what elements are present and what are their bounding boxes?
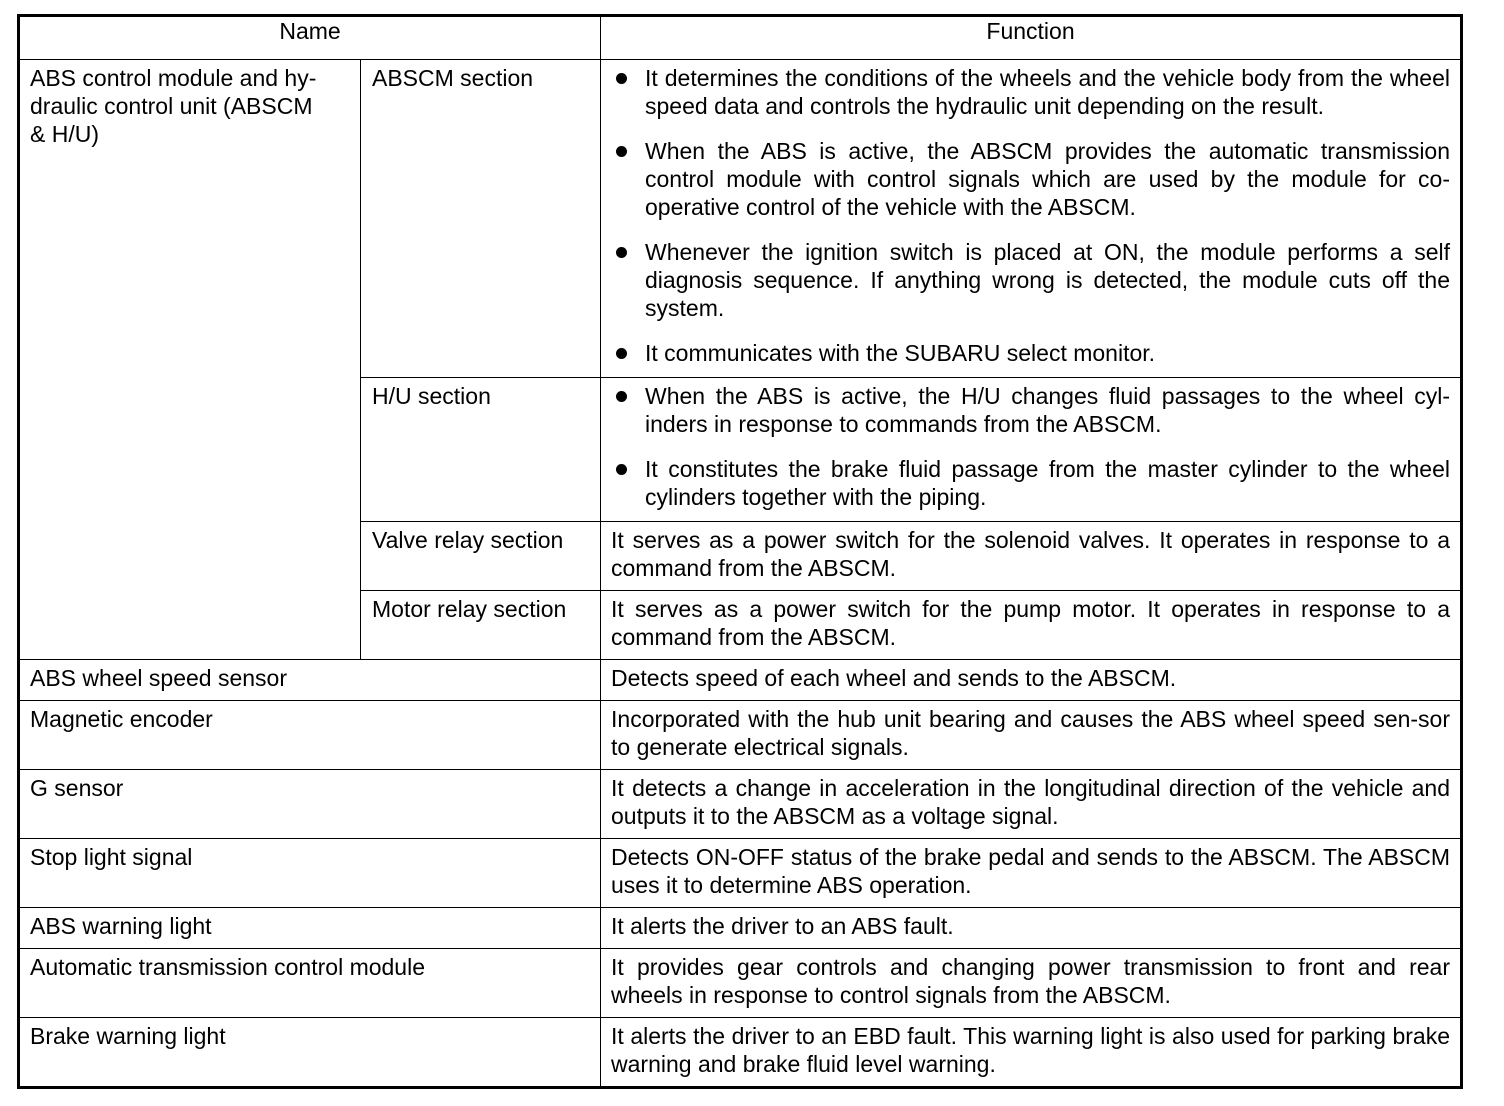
name-cell: Automatic transmission control module bbox=[19, 949, 601, 1018]
bullet-list bbox=[601, 378, 1460, 521]
function-column-header: Function bbox=[601, 16, 1462, 60]
header-row bbox=[19, 16, 1462, 60]
function-cell bbox=[601, 378, 1462, 522]
table-row bbox=[19, 908, 1462, 949]
name-cell: Brake warning light bbox=[19, 1018, 601, 1088]
abs-components-table bbox=[17, 14, 1463, 1089]
table-row bbox=[19, 770, 1462, 839]
function-cell: Detects speed of each wheel and sends to the ABSCM. bbox=[601, 660, 1462, 701]
name-column-header: Name bbox=[19, 16, 601, 60]
list-item: Whenever the ignition switch is placed at ON, the module performs a self diagnosis sequence. If anything wrong is detected, the module cuts off the system. bbox=[611, 238, 1450, 322]
section-name-cell: ABSCM section bbox=[361, 60, 601, 378]
group-name-line: & H/U) bbox=[30, 121, 99, 147]
table-row bbox=[19, 949, 1462, 1018]
bullet-list bbox=[601, 60, 1460, 377]
function-cell: Incorporated with the hub unit bearing and causes the ABS wheel speed sen-sor to generate electrical signals. bbox=[601, 701, 1462, 770]
function-cell: It alerts the driver to an ABS fault. bbox=[601, 908, 1462, 949]
table-row bbox=[19, 660, 1462, 701]
list-item: It communicates with the SUBARU select monitor. bbox=[611, 339, 1450, 367]
group-name-line: ABS control module and hy- bbox=[30, 65, 317, 91]
function-cell: It provides gear controls and changing power transmission to front and rear wheels in response to control signals from the ABSCM. bbox=[601, 949, 1462, 1018]
group-name-line: draulic control unit (ABSCM bbox=[30, 93, 313, 119]
name-cell: Magnetic encoder bbox=[19, 701, 601, 770]
function-cell bbox=[601, 60, 1462, 378]
name-cell: ABS wheel speed sensor bbox=[19, 660, 601, 701]
group-name-cell bbox=[19, 60, 361, 660]
name-cell: ABS warning light bbox=[19, 908, 601, 949]
table-row bbox=[19, 60, 1462, 378]
function-cell: Detects ON-OFF status of the brake pedal and sends to the ABSCM. The ABSCM uses it to determine ABS operation. bbox=[601, 839, 1462, 908]
table-row bbox=[19, 839, 1462, 908]
name-cell: G sensor bbox=[19, 770, 601, 839]
function-cell: It alerts the driver to an EBD fault. This warning light is also used for parking brake warning and brake fluid level warning. bbox=[601, 1018, 1462, 1088]
table-row bbox=[19, 1018, 1462, 1088]
section-name-cell: Motor relay section bbox=[361, 591, 601, 660]
list-item: When the ABS is active, the H/U changes fluid passages to the wheel cyl-inders in response to commands from the ABSCM. bbox=[611, 382, 1450, 438]
section-name-cell: H/U section bbox=[361, 378, 601, 522]
function-cell: It detects a change in acceleration in the longitudinal direction of the vehicle and outputs it to the ABSCM as a voltage signal. bbox=[601, 770, 1462, 839]
function-cell: It serves as a power switch for the pump motor. It operates in response to a command from the ABSCM. bbox=[601, 591, 1462, 660]
function-cell: It serves as a power switch for the solenoid valves. It operates in response to a command from the ABSCM. bbox=[601, 522, 1462, 591]
table-row bbox=[19, 701, 1462, 770]
list-item: It determines the conditions of the wheels and the vehicle body from the wheel speed data and controls the hydraulic unit depending on the result. bbox=[611, 64, 1450, 120]
section-name-cell: Valve relay section bbox=[361, 522, 601, 591]
name-cell: Stop light signal bbox=[19, 839, 601, 908]
list-item: When the ABS is active, the ABSCM provides the automatic transmission control module with control signals which are used by the module for co-operative control of the vehicle with the ABSCM. bbox=[611, 137, 1450, 221]
list-item: It constitutes the brake fluid passage from the master cylinder to the wheel cylinders together with the piping. bbox=[611, 455, 1450, 511]
